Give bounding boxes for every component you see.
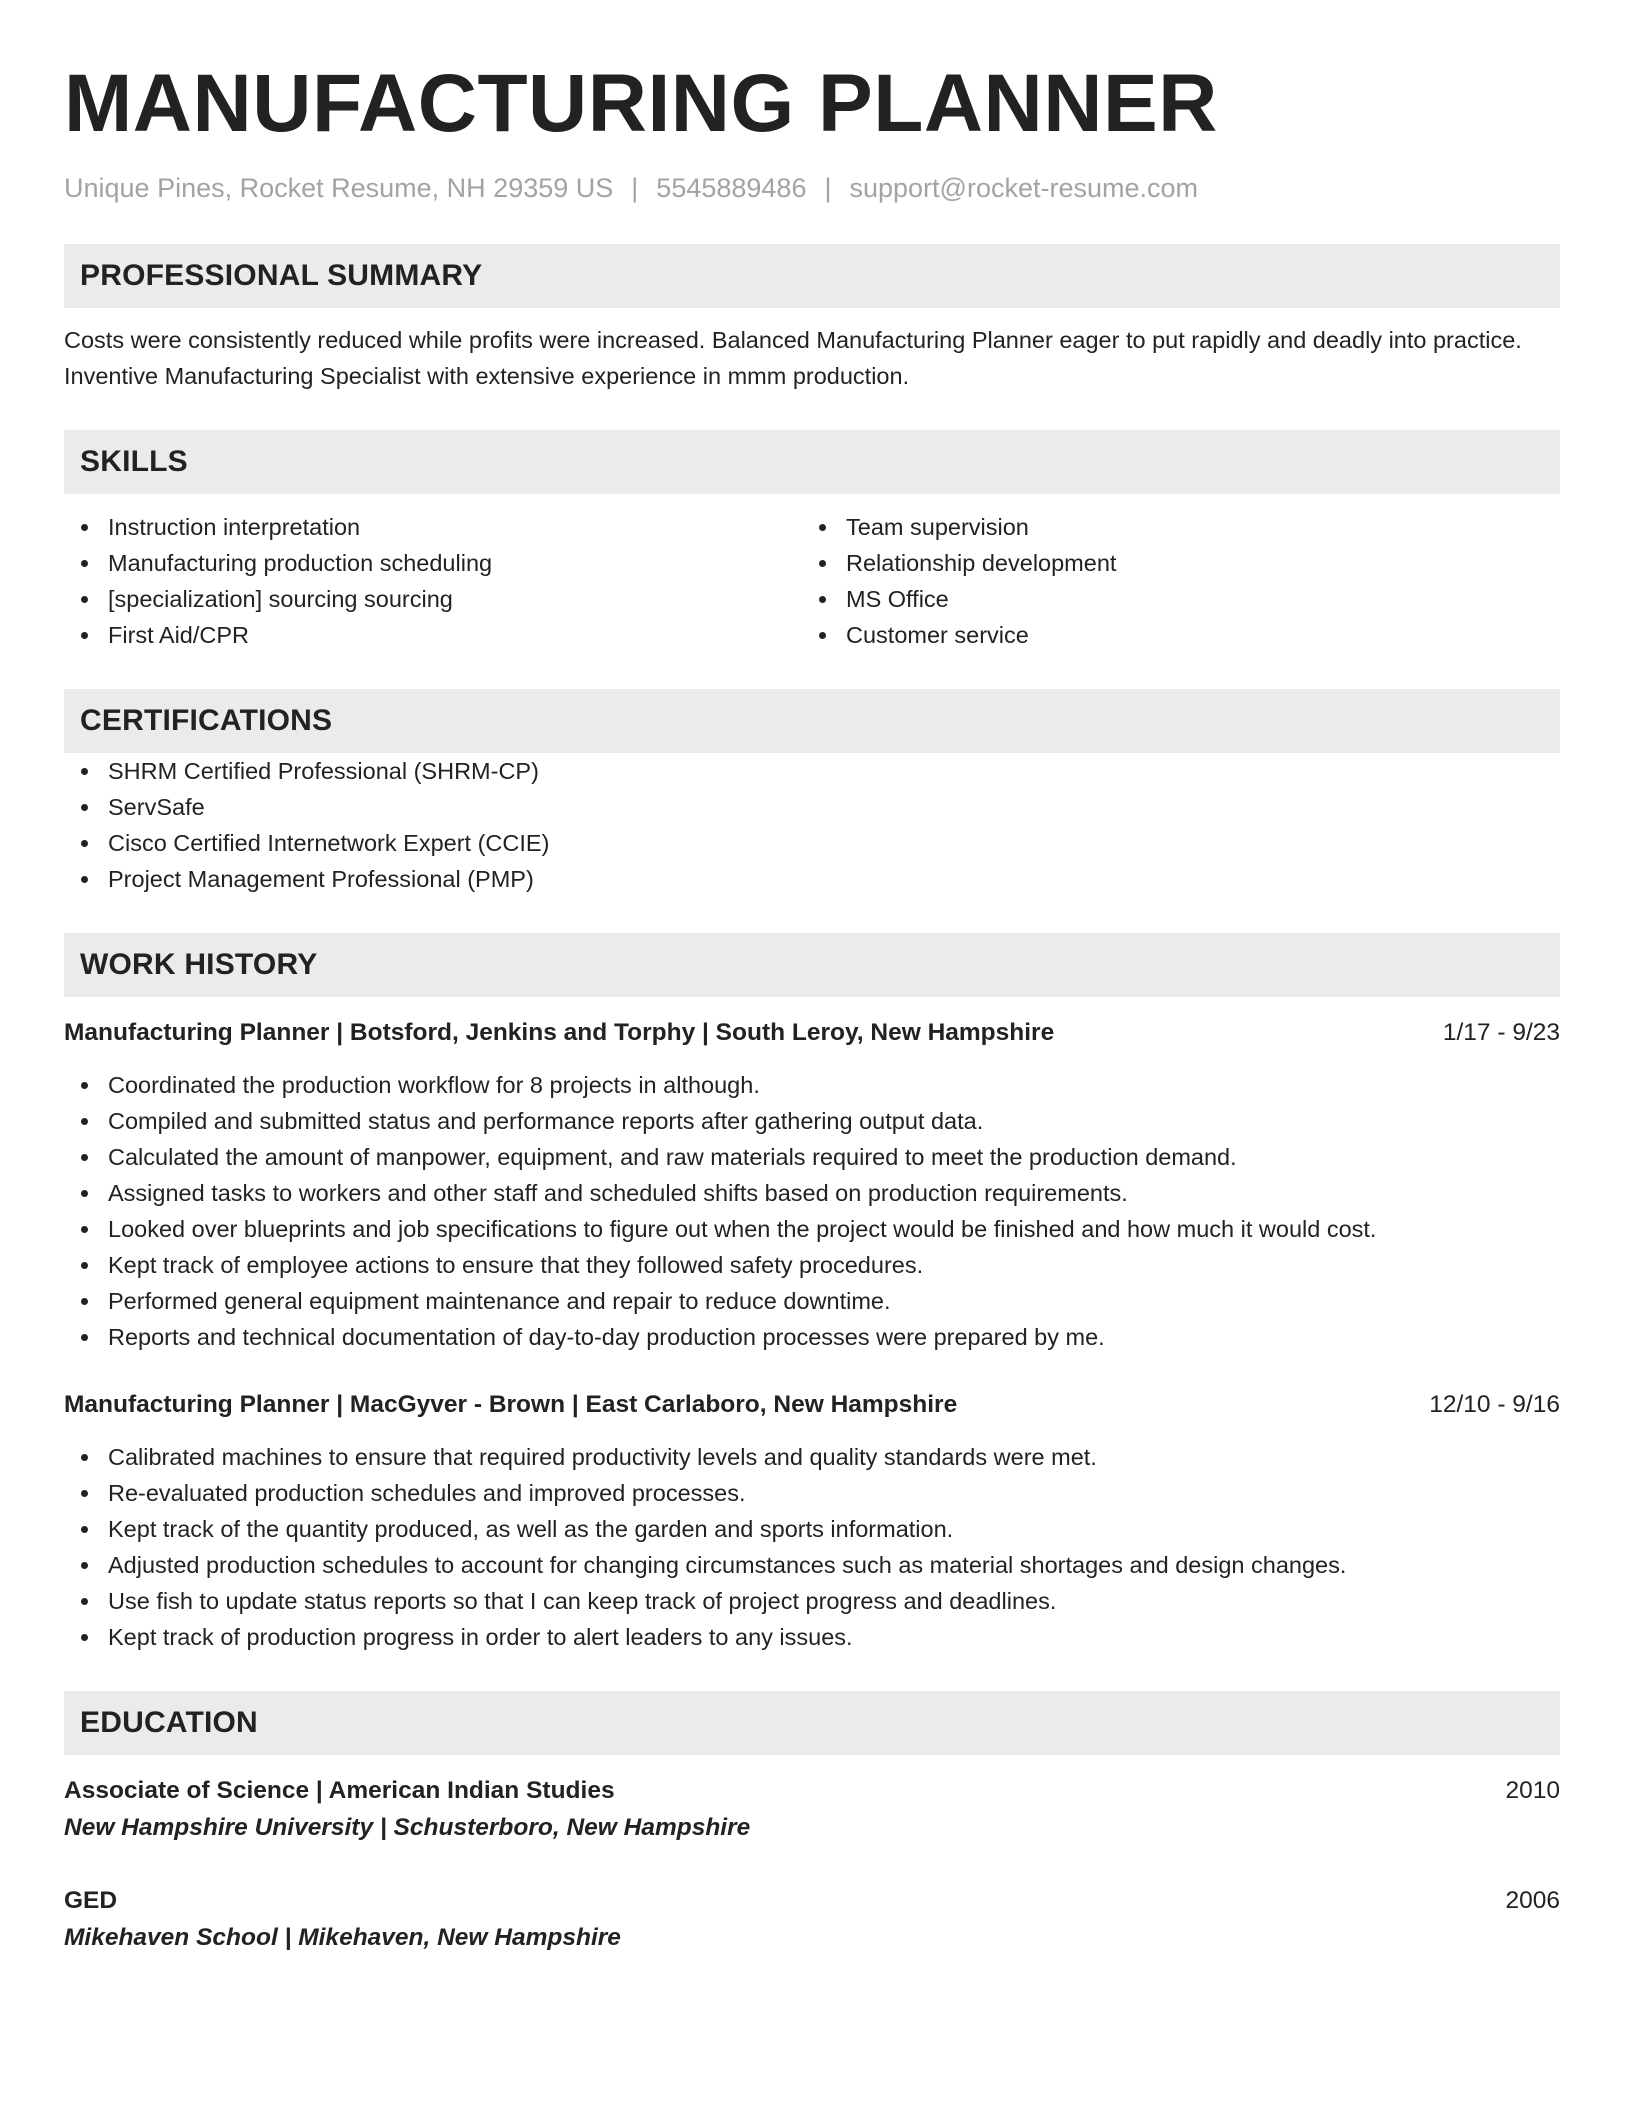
job-bullet: Calculated the amount of manpower, equipment, and raw materials required to meet the production demand.	[64, 1139, 1560, 1175]
job-bullets	[64, 1067, 1560, 1355]
job-bullet: Coordinated the production workflow for 8 projects in although.	[64, 1067, 1560, 1103]
job-bullet: Kept track of the quantity produced, as well as the garden and sports information.	[64, 1511, 1560, 1547]
education-degree: GED	[64, 1887, 118, 1914]
certifications-section	[64, 689, 1560, 897]
skill-item: First Aid/CPR	[64, 617, 802, 653]
education-section	[64, 1691, 1560, 1957]
job-bullet: Adjusted production schedules to account for changing circumstances such as material shortages and design changes.	[64, 1547, 1560, 1583]
education-header	[64, 1691, 1560, 1755]
skill-item: Customer service	[802, 617, 1540, 653]
work-history-section	[64, 933, 1560, 1655]
job-heading: Manufacturing Planner | Botsford, Jenkins and Torphy | South Leroy, New Hampshire	[64, 1019, 1055, 1046]
contact-separator: |	[631, 173, 639, 203]
education-school: New Hampshire University | Schusterboro, New Hampshire	[64, 1814, 751, 1841]
certification-item: Project Management Professional (PMP)	[64, 861, 1560, 897]
skill-item: Instruction interpretation	[64, 509, 802, 545]
certifications-list	[64, 753, 1560, 897]
certifications-title: CERTIFICATIONS	[80, 704, 333, 737]
skill-item: Relationship development	[802, 545, 1540, 581]
job-bullet: Use fish to update status reports so that I can keep track of project progress and deadlines.	[64, 1583, 1560, 1619]
skills-grid	[64, 509, 1560, 653]
work-history-title: WORK HISTORY	[80, 948, 318, 981]
contact-address: Unique Pines, Rocket Resume, NH 29359 US	[64, 173, 614, 203]
skills-header	[64, 430, 1560, 494]
job-heading-row	[64, 1015, 1560, 1051]
job-bullet: Calibrated machines to ensure that required productivity levels and quality standards were met.	[64, 1439, 1560, 1475]
job-bullet: Kept track of production progress in order to alert leaders to any issues.	[64, 1619, 1560, 1655]
skills-list-left	[64, 509, 802, 653]
education-year: 2006	[1505, 1887, 1560, 1914]
contact-separator: |	[824, 173, 832, 203]
education-year: 2010	[1505, 1777, 1560, 1804]
skills-title: SKILLS	[80, 445, 188, 478]
resume-page	[64, 54, 1560, 1957]
job-bullet: Reports and technical documentation of day-to-day production processes were prepared by me.	[64, 1319, 1560, 1355]
job-bullet: Looked over blueprints and job specifications to figure out when the project would be finished and how much it would cost.	[64, 1211, 1560, 1247]
education-title: EDUCATION	[80, 1706, 258, 1739]
education-heading-row	[64, 1773, 1560, 1809]
contact-phone: 5545889486	[656, 173, 807, 203]
education-entry	[64, 1883, 1560, 1957]
summary-header	[64, 244, 1560, 308]
education-heading-row	[64, 1883, 1560, 1919]
job-bullets	[64, 1439, 1560, 1655]
job-dates: 1/17 - 9/23	[1442, 1019, 1560, 1046]
job-bullet: Performed general equipment maintenance and repair to reduce downtime.	[64, 1283, 1560, 1319]
skill-item: [specialization] sourcing sourcing	[64, 581, 802, 617]
skills-list-right	[802, 509, 1540, 653]
job-heading: Manufacturing Planner | MacGyver - Brown | East Carlaboro, New Hampshire	[64, 1391, 958, 1418]
skill-item: MS Office	[802, 581, 1540, 617]
certification-item: Cisco Certified Internetwork Expert (CCIE)	[64, 825, 1560, 861]
education-school: Mikehaven School | Mikehaven, New Hampshire	[64, 1924, 621, 1951]
job-dates: 12/10 - 9/16	[1429, 1391, 1560, 1418]
education-degree: Associate of Science | American Indian Studies	[64, 1777, 615, 1804]
job-bullet: Kept track of employee actions to ensure that they followed safety procedures.	[64, 1247, 1560, 1283]
summary-title: PROFESSIONAL SUMMARY	[80, 259, 483, 292]
job-bullet: Assigned tasks to workers and other staff and scheduled shifts based on production requirements.	[64, 1175, 1560, 1211]
summary-text: Costs were consistently reduced while profits were increased. Balanced Manufacturing Planner eager to put rapidly and deadly into practice. Inventive Manufacturing Specialist with extensive experience in mmm production.	[64, 327, 1522, 389]
skills-section	[64, 430, 1560, 653]
work-history-header	[64, 933, 1560, 997]
job-bullet: Compiled and submitted status and performance reports after gathering output data.	[64, 1103, 1560, 1139]
contact-email: support@rocket-resume.com	[849, 173, 1199, 203]
job-heading-row	[64, 1387, 1560, 1423]
job-bullet: Re-evaluated production schedules and improved processes.	[64, 1475, 1560, 1511]
certification-item: SHRM Certified Professional (SHRM-CP)	[64, 753, 1560, 789]
summary-section	[64, 244, 1560, 394]
certifications-header	[64, 689, 1560, 753]
certification-item: ServSafe	[64, 789, 1560, 825]
candidate-name: MANUFACTURING PLANNER	[64, 58, 1218, 149]
job-entry	[64, 1015, 1560, 1355]
job-entry	[64, 1387, 1560, 1655]
skill-item: Manufacturing production scheduling	[64, 545, 802, 581]
education-entry	[64, 1773, 1560, 1847]
contact-line	[64, 170, 1560, 206]
skill-item: Team supervision	[802, 509, 1540, 545]
